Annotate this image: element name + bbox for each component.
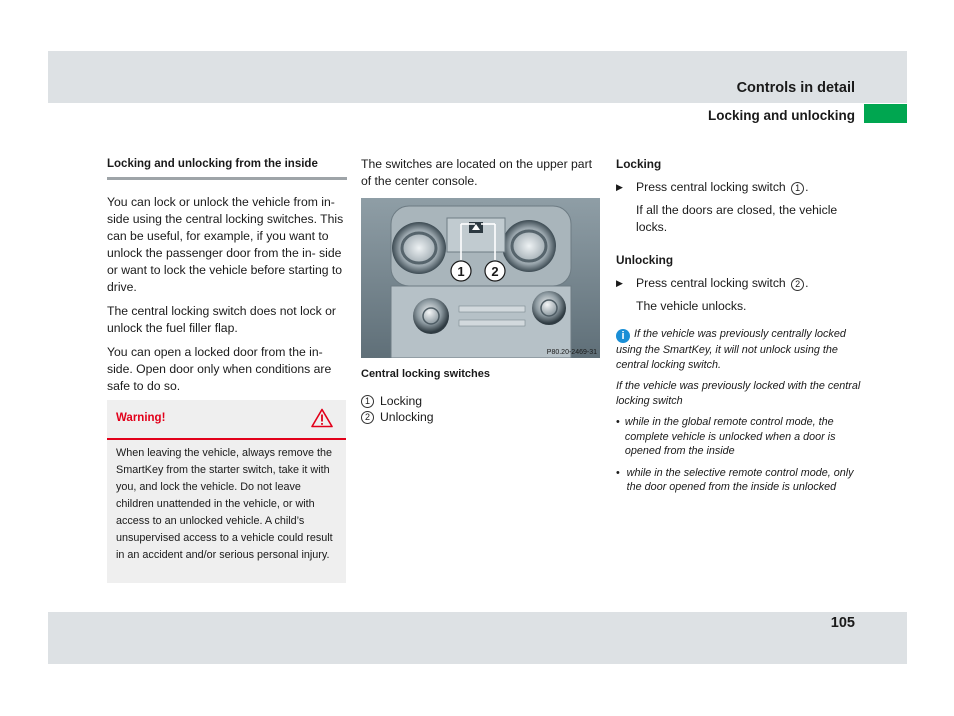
unlocking-heading: Unlocking bbox=[616, 253, 674, 267]
locking-step-number: 1 bbox=[791, 182, 804, 195]
bullet-text-global: while in the global remote control mode, the complete vehicle is unlocked when a door is opened from the inside bbox=[624, 416, 836, 457]
locking-step bbox=[616, 179, 861, 196]
unlocking-step-text: Press central locking switch bbox=[636, 276, 786, 290]
unlocking-step-suffix: . bbox=[805, 276, 809, 290]
paragraph-fuel-flap: The central locking switch does not lock or unlock the fuel filler flap. bbox=[107, 304, 336, 335]
bullet-icon: • bbox=[616, 416, 620, 428]
inside-locking-heading: Locking and unlocking from the inside bbox=[107, 156, 347, 180]
list-item bbox=[616, 466, 861, 495]
step-arrow-icon: ▶ bbox=[616, 278, 623, 288]
list-item bbox=[616, 415, 861, 459]
subsection-title: Locking and unlocking bbox=[707, 108, 855, 123]
photo-callout-2: 2 bbox=[491, 264, 499, 279]
legend-label-unlocking: Unlocking bbox=[380, 410, 434, 424]
footer-band bbox=[48, 612, 907, 664]
legend-item-unlocking bbox=[361, 409, 601, 425]
legend-item-locking bbox=[361, 393, 601, 409]
locking-result: If all the doors are closed, the vehicle locks. bbox=[636, 203, 838, 234]
photo-caption: Central locking switches bbox=[361, 368, 490, 380]
unlocking-step-number: 2 bbox=[791, 278, 804, 291]
step-arrow-icon: ▶ bbox=[616, 182, 623, 192]
paragraph-open-door: You can open a locked door from the in- side. Open door only when conditions are safe to do so. bbox=[107, 345, 332, 393]
switch-location-text: The switches are located on the upper part of the center console. bbox=[361, 157, 593, 188]
unlocking-result: The vehicle unlocks. bbox=[636, 299, 747, 313]
legend-number-1: 1 bbox=[361, 395, 374, 408]
warning-header bbox=[107, 400, 346, 440]
center-console-photo bbox=[361, 198, 600, 358]
bullet-text-selective: while in the selective remote control mode, only the door opened from the inside is unlocked bbox=[626, 466, 854, 493]
warning-box bbox=[107, 400, 346, 583]
photo-callout-1: 1 bbox=[457, 264, 465, 279]
info-note-text: If the vehicle was previously centrally locked using the SmartKey, it will not unlock using the central locking switch. bbox=[616, 328, 846, 371]
column-switch-location bbox=[361, 156, 601, 425]
info-icon: i bbox=[616, 329, 630, 343]
locking-heading: Locking bbox=[616, 157, 662, 171]
info-note bbox=[616, 327, 861, 372]
legend-label-locking: Locking bbox=[380, 394, 423, 408]
section-title: Controls in detail bbox=[736, 80, 855, 96]
note-previously-locked: If the vehicle was previously locked with the central locking switch bbox=[616, 380, 861, 407]
warning-title: Warning! bbox=[116, 412, 166, 424]
warning-triangle-icon bbox=[311, 408, 333, 433]
warning-text: When leaving the vehicle, always remove the SmartKey from the starter switch, take it with you, and lock the vehicle. Do not leave children unattended in the vehicle, or with access to an unlocked vehicle. A child’s unsupervised access to a vehicle could result in an accident and/or serious personal injury. bbox=[116, 447, 333, 561]
locking-step-text: Press central locking switch bbox=[636, 180, 786, 194]
column-inside-locking bbox=[107, 156, 347, 402]
page-number: 105 bbox=[830, 615, 855, 631]
chapter-tab-marker bbox=[864, 104, 907, 123]
locking-step-suffix: . bbox=[805, 180, 809, 194]
legend-number-2: 2 bbox=[361, 411, 374, 424]
photo-reference-code: P80.20-2469-31 bbox=[546, 349, 597, 356]
unlocking-step bbox=[616, 275, 861, 292]
bullet-icon: • bbox=[616, 466, 620, 479]
paragraph-intro: You can lock or unlock the vehicle from in- side using the central locking switches. This can be useful, for example, if you want to unlock the passenger door from the in- side or want to lock the vehicle before starting to drive. bbox=[107, 195, 344, 294]
column-instructions bbox=[616, 156, 861, 502]
